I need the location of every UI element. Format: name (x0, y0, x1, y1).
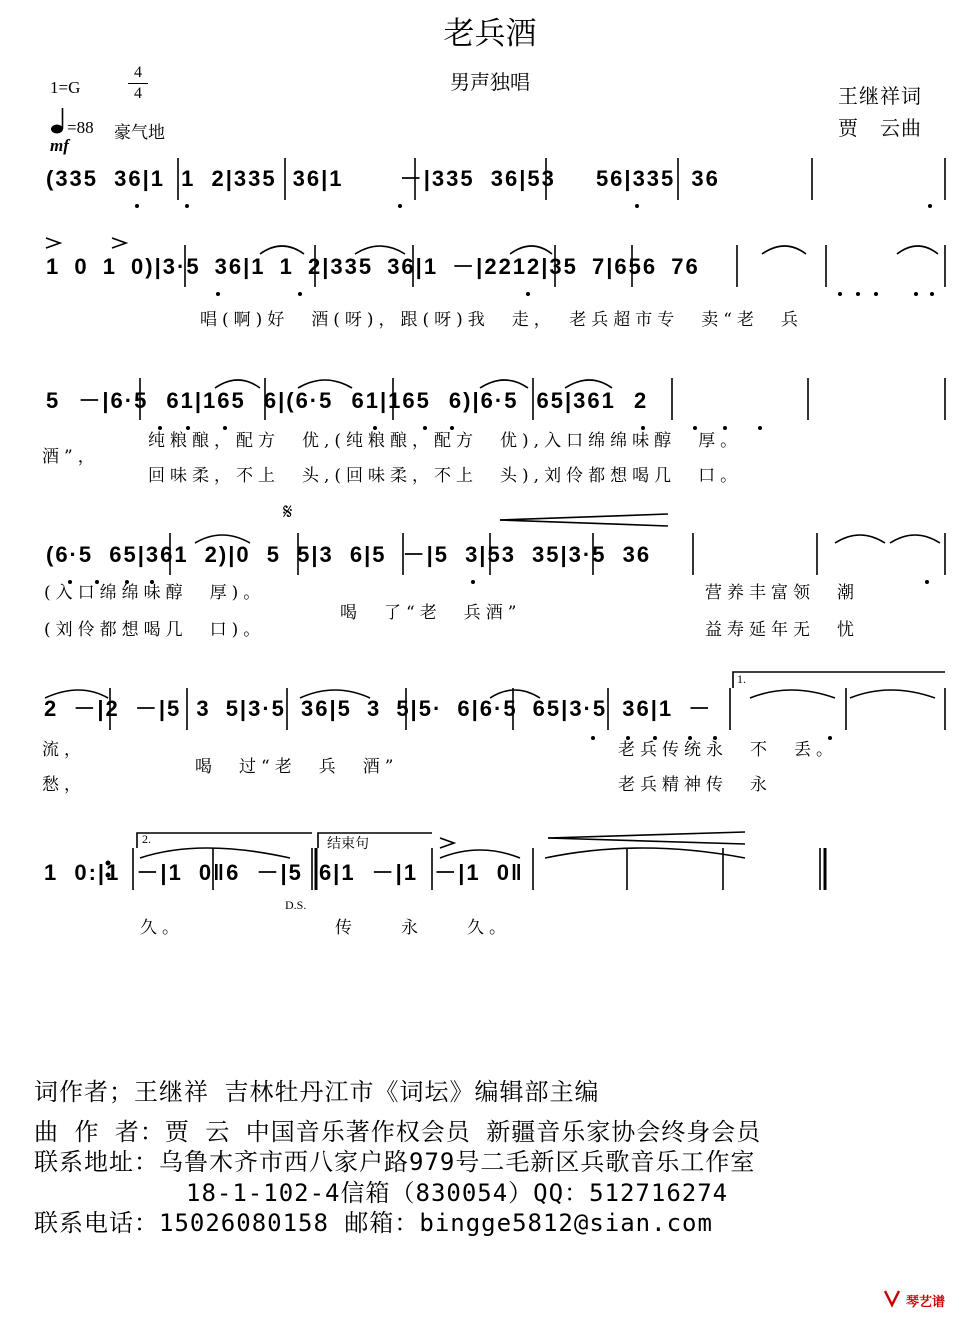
footer-composer: 曲 作 者：贾 云 中国音乐著作权会员 新疆音乐家协会终身会员 (34, 1118, 762, 1146)
lyricist-credit: 王继祥词 (838, 84, 922, 108)
footer-lyricist: 词作者；王继祥 吉林牡丹江市《词坛》编辑部主编 (34, 1078, 600, 1106)
segno-icon: 𝄋 (283, 500, 293, 525)
tempo-marking: =88 (67, 118, 94, 137)
lyric-row-5e: 老兵精神传 永 (618, 775, 772, 795)
time-top: 4 (134, 64, 142, 81)
notation-row-1: (335 36|1 1 2|335 36|1 －|335 36|53 56|335 36 (46, 166, 720, 191)
lyric-row-5d: 老兵传统永 不 丢。 (618, 740, 838, 760)
lyric-row-3a: 纯粮酿，配方 优,(纯粮酿，配方 优),入口绵绵味醇 厚。 (148, 431, 743, 451)
lyric-row-6a: 久。 (140, 918, 184, 938)
notation-row-2: 1 0 1 0)|3·5 36|1 1 2|335 36|1 －|2212|35 7|656 76 (46, 254, 700, 279)
expression-marking: 豪气地 (114, 123, 165, 142)
footer-address: 联系地址：乌鲁木齐市西八家户路979号二毛新区兵歌音乐工作室 (34, 1148, 756, 1176)
lyric-row-4b: (刘伶都想喝几 口)。 (44, 620, 266, 640)
brand-logo-icon (882, 1288, 902, 1308)
dynamic-marking: mf (50, 136, 69, 155)
footer-mailbox: 18-1-102-4信箱（830054）QQ：512716274 (186, 1179, 729, 1207)
lyric-row-4d: 营养丰富领 潮 (705, 583, 859, 603)
notation-row-3: 5 －|6·5 61|165 6|(6·5 61|165 6)|6·5 65|361 2 (46, 388, 649, 413)
footer-contact: 联系电话：15026080158 邮箱：bingge5812@sian.com (34, 1209, 713, 1237)
lyric-row-6b: 传 永 久。 (335, 918, 511, 938)
song-title: 老兵酒 (443, 16, 537, 52)
lyric-row-5a-prefix: 流， (42, 740, 86, 760)
brand-name: 琴艺谱 (906, 1294, 946, 1309)
composer-credit: 贾 云曲 (838, 116, 922, 140)
lyric-row-3-prefix: 酒”， (42, 447, 100, 467)
lyric-row-2: 唱(啊)好 酒(呀)，跟(呀)我 走， 老兵超市专 卖“老 兵 (200, 310, 803, 330)
notation-row-4: (6·5 65|361 2)|0 5 5|3 6|5 －|5 3|53 35|3·5 36 (46, 542, 652, 567)
key-signature: 1=G (50, 78, 81, 97)
volta-1-label: 1. (737, 672, 746, 686)
lyric-row-5c: 喝 过“老 兵 酒” (195, 757, 399, 777)
lyric-row-4c: 喝 了“老 兵酒” (340, 603, 522, 623)
ds-marking: D.S. (285, 898, 307, 912)
time-bottom: 4 (134, 85, 142, 102)
volta-2-label: 2. (142, 832, 151, 846)
ending-label: 结束句 (327, 836, 369, 852)
lyric-row-4e: 益寿延年无 忧 (705, 620, 859, 640)
song-subtitle: 男声独唱 (450, 70, 530, 94)
lyric-row-3b: 回味柔，不上 头,(回味柔，不上 头),刘伶都想喝几 口。 (148, 466, 743, 486)
notation-row-6: 1 0:|1 －|1 0‖6 －|5 6|1 －|1 －|1 0‖ (44, 860, 524, 885)
lyric-row-4a: (入口绵绵味醇 厚)。 (44, 583, 266, 603)
notation-row-5: 2 －|2 －|5 3 5|3·5 36|5 3 5|5· 6|6·5 65|3·5 36|1 － (44, 696, 713, 721)
lyric-row-5b-prefix: 愁， (42, 775, 86, 795)
